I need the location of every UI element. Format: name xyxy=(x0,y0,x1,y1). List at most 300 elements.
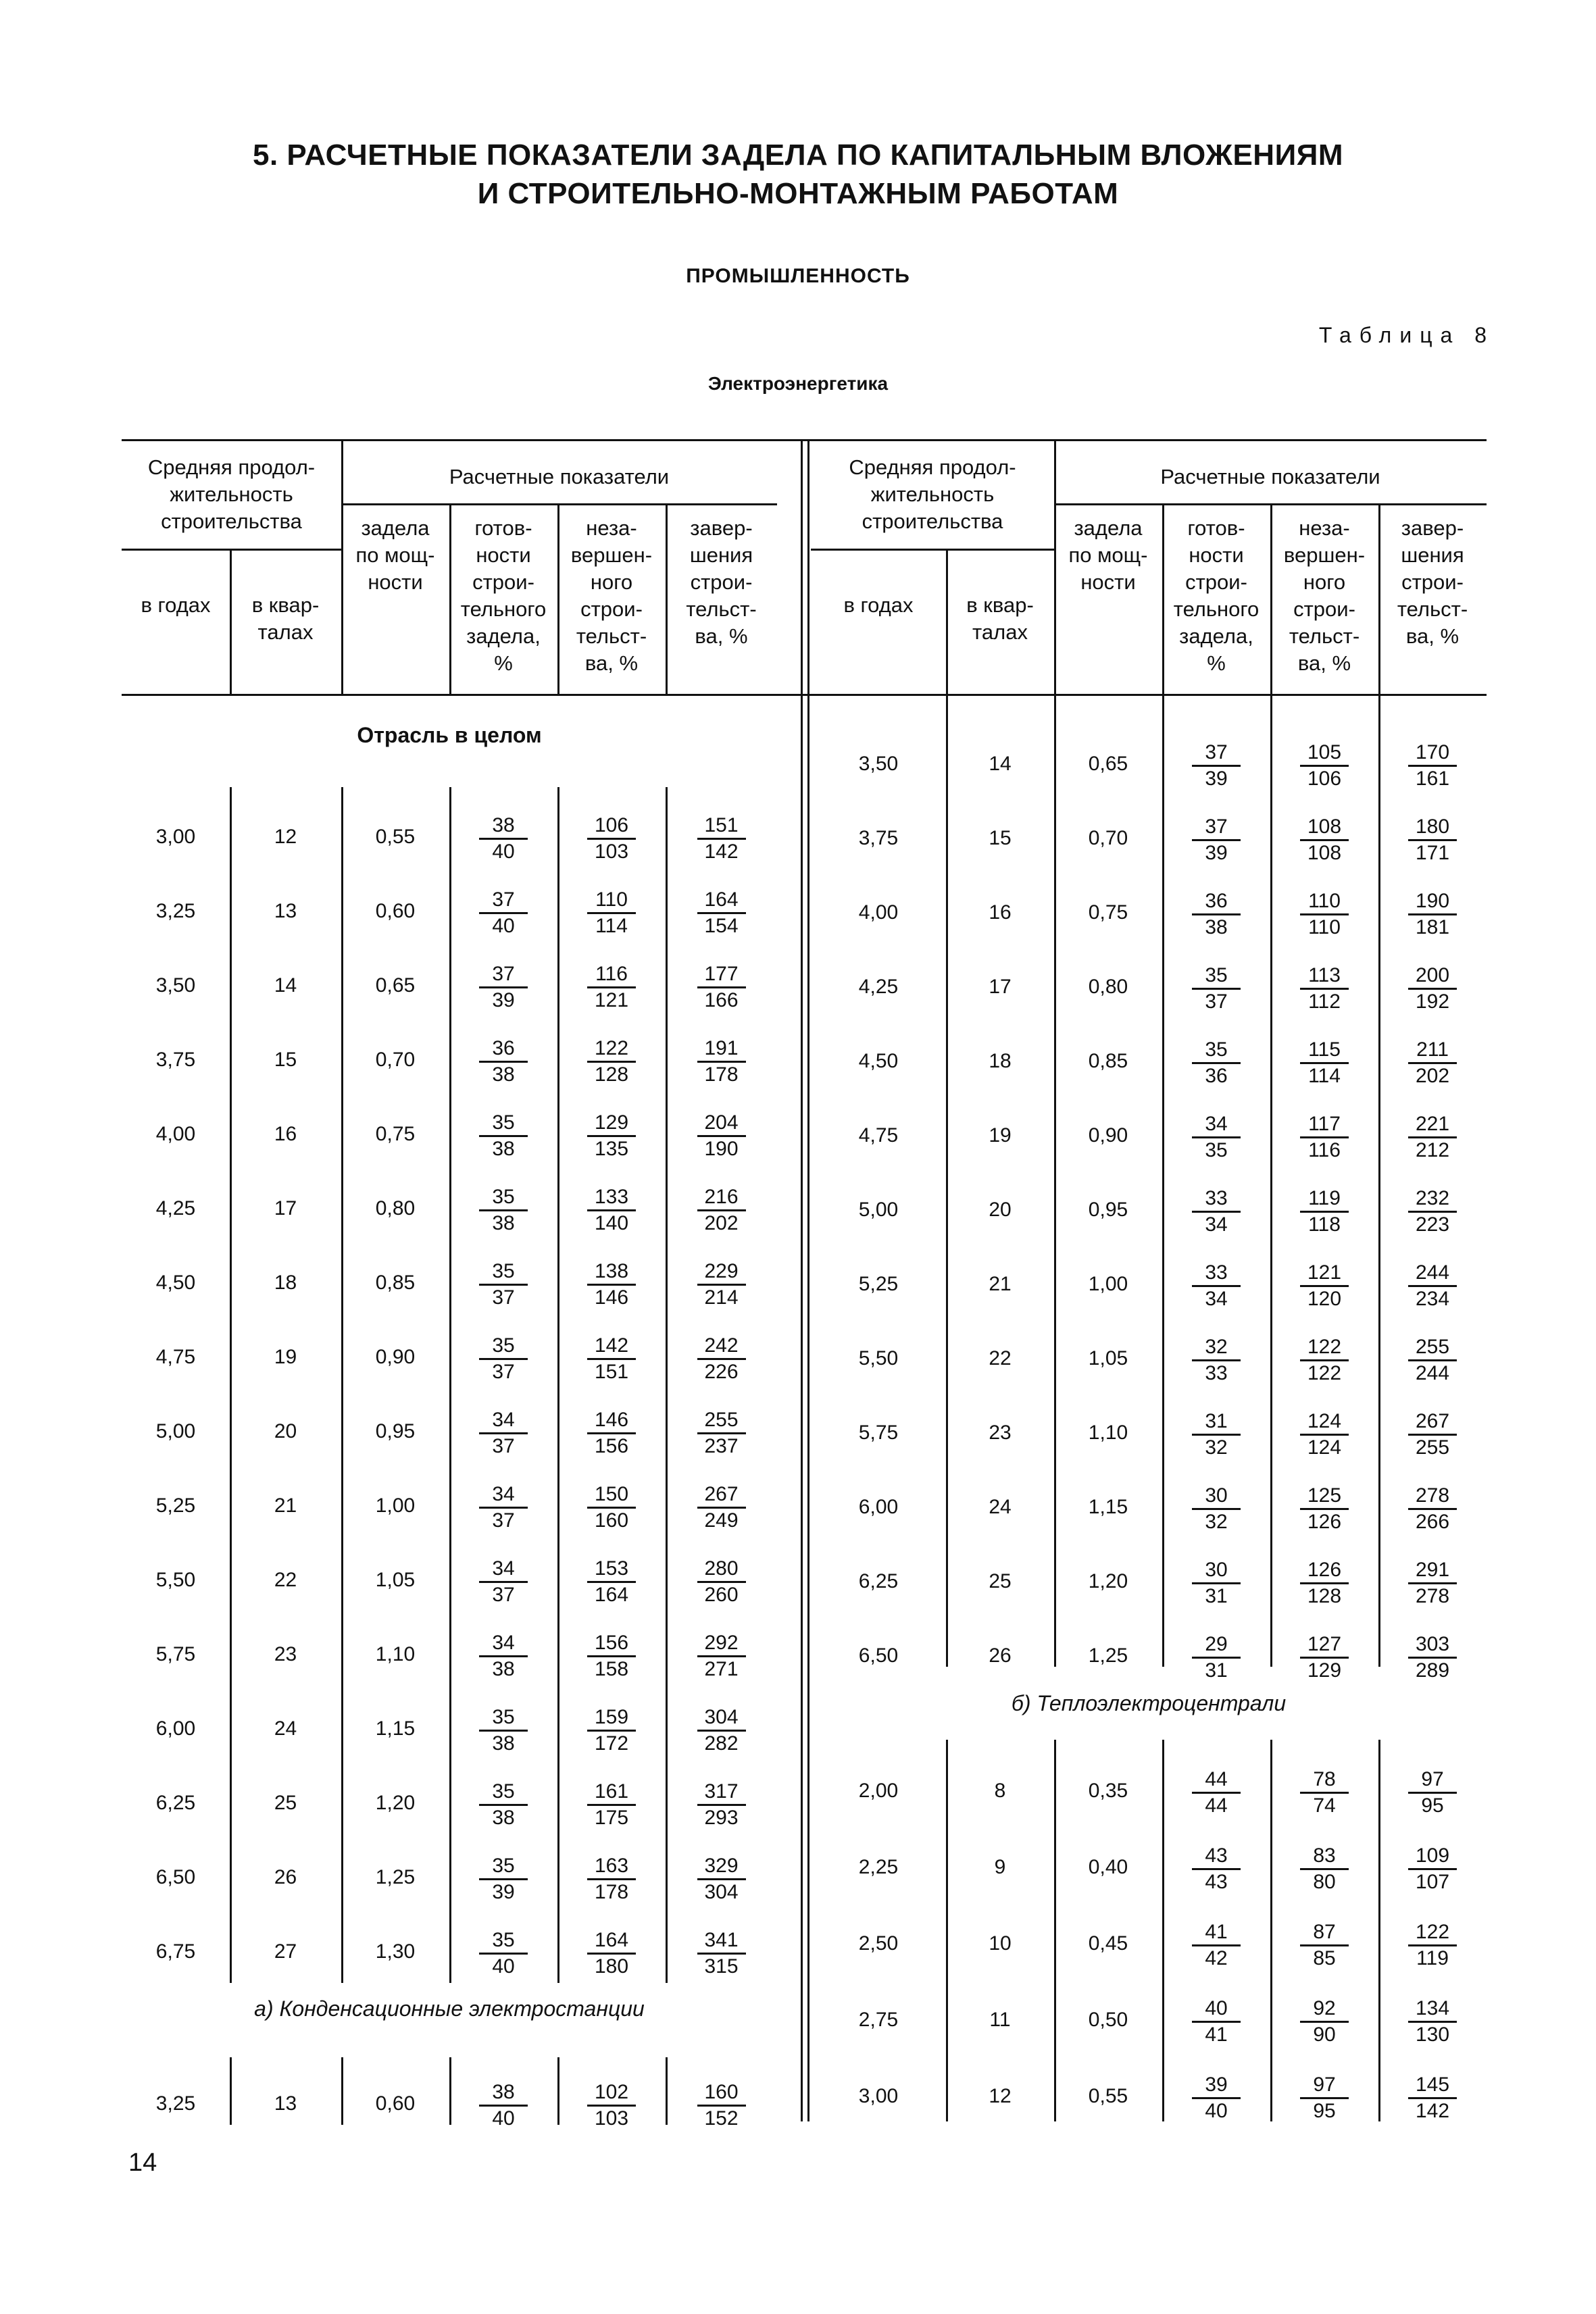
left-cell-years: 6,75 xyxy=(155,1940,196,1963)
left-cell-completion xyxy=(681,1631,762,1682)
left-column-rule xyxy=(449,787,451,1983)
right-header-readiness-line: задела, xyxy=(1179,624,1253,648)
left-cell-readiness-denominator: 37 xyxy=(492,1584,515,1606)
right-a-cell-readiness-numerator: 33 xyxy=(1192,1186,1241,1213)
left-cell-completion-denominator: 178 xyxy=(704,1063,739,1086)
right-b-cell-readiness-denominator: 40 xyxy=(1205,2100,1228,2122)
left-header-years-line: в годах xyxy=(141,593,211,617)
right-header-calc xyxy=(1054,463,1487,491)
right-b-cell-years: 3,00 xyxy=(858,2085,899,2107)
right-a-cell-unfinished-denominator: 128 xyxy=(1307,1585,1342,1607)
left-cell-readiness-numerator: 35 xyxy=(479,1185,528,1211)
left-cell-unfinished xyxy=(571,888,652,938)
left-header-calc-line: Расчетные показатели xyxy=(449,465,670,488)
right-a-cell-unfinished-denominator: 112 xyxy=(1308,990,1341,1013)
right-header-years-line: в годах xyxy=(843,593,914,617)
right-b-cell-completion xyxy=(1392,1920,1473,1971)
right-a-cell-readiness-numerator: 30 xyxy=(1192,1484,1241,1510)
right-header-unfinished-line: вершен- xyxy=(1283,543,1366,567)
right-a-cell-completion-denominator: 234 xyxy=(1415,1288,1450,1310)
left-cell-quarters: 14 xyxy=(274,974,297,997)
left-cell-readiness-numerator: 35 xyxy=(479,1705,528,1732)
left-header-completion-line: завер- xyxy=(690,516,753,540)
left-cell-completion-numerator: 304 xyxy=(697,1705,746,1732)
right-header-completion-line: шения xyxy=(1401,543,1464,567)
right-b-cell-unfinished xyxy=(1284,1767,1365,1818)
left-cell-years: 4,25 xyxy=(155,1197,196,1219)
left-cell-unfinished-denominator: 164 xyxy=(594,1584,629,1606)
left-cell-years: 4,75 xyxy=(155,1346,196,1368)
right-a-cell-completion-numerator: 232 xyxy=(1408,1186,1457,1213)
left-cell-completion xyxy=(681,1482,762,1533)
left-cell-unfinished-denominator: 156 xyxy=(594,1435,629,1457)
right-b-cell-unfinished xyxy=(1284,2073,1365,2123)
right-b-cell-years: 2,75 xyxy=(858,2009,899,2031)
right-a-cell-completion xyxy=(1392,1261,1473,1311)
left-column-rule xyxy=(557,787,559,1983)
right-a-cell-readiness xyxy=(1176,1409,1257,1460)
right-a-cell-unfinished-denominator: 126 xyxy=(1307,1511,1342,1533)
right-a-cell-years: 5,50 xyxy=(858,1347,899,1369)
left-cell-completion xyxy=(681,1111,762,1161)
right-b-cell-readiness-numerator: 39 xyxy=(1192,2073,1241,2099)
right-b-cell-readiness-denominator: 44 xyxy=(1205,1794,1228,1817)
left-cell-completion xyxy=(681,1705,762,1756)
left-cell-capacity: 0,75 xyxy=(375,1123,416,1145)
left-a-cell-years: 3,25 xyxy=(155,2092,196,2115)
right-b-cell-readiness-numerator: 41 xyxy=(1192,1920,1241,1946)
left-cell-readiness xyxy=(463,1705,544,1756)
left-cell-readiness xyxy=(463,1036,544,1087)
right-a-cell-quarters: 15 xyxy=(989,827,1012,849)
right-header-capacity-line: по мощ- xyxy=(1068,543,1148,567)
right-a-cell-completion xyxy=(1392,963,1473,1014)
right-a-cell-completion xyxy=(1392,1038,1473,1088)
left-cell-completion-numerator: 317 xyxy=(697,1780,746,1806)
right-a-cell-readiness-denominator: 32 xyxy=(1205,1511,1228,1533)
right-a-cell-readiness-numerator: 37 xyxy=(1192,815,1241,841)
right-a-cell-completion xyxy=(1392,1484,1473,1534)
right-header-readiness-line: % xyxy=(1207,651,1226,675)
left-header-duration xyxy=(122,454,341,535)
right-b-cell-unfinished-numerator: 83 xyxy=(1300,1844,1349,1870)
right-column-rule xyxy=(1378,1740,1380,2121)
right-a-cell-readiness-denominator: 35 xyxy=(1205,1139,1228,1161)
right-b-cell-completion-numerator: 109 xyxy=(1408,1844,1457,1870)
left-cell-unfinished-numerator: 138 xyxy=(587,1259,636,1286)
table-label: Таблица 8 xyxy=(1318,323,1495,347)
right-a-cell-unfinished xyxy=(1284,1186,1365,1237)
right-a-cell-unfinished-numerator: 113 xyxy=(1300,963,1349,990)
left-cell-completion xyxy=(681,1928,762,1979)
left-cell-unfinished xyxy=(571,1780,652,1830)
left-cell-completion xyxy=(681,962,762,1013)
right-header-duration xyxy=(811,454,1054,535)
right-column-rule xyxy=(1162,1740,1164,2121)
left-a-cell-quarters: 13 xyxy=(274,2092,297,2115)
left-cell-capacity: 1,25 xyxy=(375,1866,416,1888)
left-cell-completion xyxy=(681,1557,762,1607)
section-all-industry: Отрасль в целом xyxy=(357,723,542,747)
left-cell-years: 5,25 xyxy=(155,1494,196,1517)
right-b-cell-capacity: 0,55 xyxy=(1088,2085,1128,2107)
right-a-cell-quarters: 20 xyxy=(989,1199,1012,1221)
right-a-cell-readiness-numerator: 36 xyxy=(1192,889,1241,915)
right-a-cell-unfinished xyxy=(1284,1484,1365,1534)
left-cell-readiness-denominator: 39 xyxy=(492,1881,515,1903)
right-a-cell-capacity: 0,65 xyxy=(1088,753,1128,775)
left-cell-completion-denominator: 260 xyxy=(704,1584,739,1606)
left-cell-completion-numerator: 280 xyxy=(697,1557,746,1583)
left-cell-quarters: 12 xyxy=(274,826,297,848)
left-cell-capacity: 0,80 xyxy=(375,1197,416,1219)
left-cell-completion xyxy=(681,1780,762,1830)
right-b-cell-quarters: 12 xyxy=(989,2085,1012,2107)
right-a-cell-capacity: 0,95 xyxy=(1088,1199,1128,1221)
right-a-cell-completion xyxy=(1392,1558,1473,1609)
right-b-cell-unfinished-numerator: 92 xyxy=(1300,1996,1349,2023)
right-b-cell-completion-denominator: 130 xyxy=(1415,2023,1450,2046)
left-cell-unfinished xyxy=(571,1111,652,1161)
left-cell-unfinished-denominator: 103 xyxy=(594,840,629,863)
right-a-cell-quarters: 25 xyxy=(989,1570,1012,1592)
left-cell-unfinished xyxy=(571,813,652,864)
right-a-cell-quarters: 23 xyxy=(989,1422,1012,1444)
right-a-cell-unfinished-numerator: 122 xyxy=(1300,1335,1349,1361)
left-cell-unfinished-denominator: 175 xyxy=(594,1807,629,1829)
left-cell-unfinished-denominator: 128 xyxy=(594,1063,629,1086)
left-a-cell-unfinished-numerator: 102 xyxy=(587,2080,636,2107)
left-cell-years: 3,50 xyxy=(155,974,196,997)
left-cell-readiness xyxy=(463,813,544,864)
right-a-cell-readiness-numerator: 31 xyxy=(1192,1409,1241,1436)
right-header-calc-line: Расчетные показатели xyxy=(1160,465,1380,488)
left-cell-readiness-denominator: 38 xyxy=(492,1807,515,1829)
right-a-cell-unfinished xyxy=(1284,1112,1365,1163)
right-b-cell-capacity: 0,35 xyxy=(1088,1780,1128,1802)
left-cell-unfinished xyxy=(571,1631,652,1682)
right-header-readiness-line: строи- xyxy=(1185,570,1247,594)
right-b-cell-completion xyxy=(1392,1844,1473,1894)
right-a-cell-unfinished xyxy=(1284,1632,1365,1683)
left-cell-readiness xyxy=(463,1111,544,1161)
right-a-cell-unfinished-numerator: 115 xyxy=(1300,1038,1349,1064)
right-a-cell-readiness-denominator: 34 xyxy=(1205,1288,1228,1310)
right-b-cell-years: 2,50 xyxy=(858,1932,899,1955)
left-cell-completion-denominator: 166 xyxy=(704,989,739,1011)
right-b-cell-capacity: 0,40 xyxy=(1088,1856,1128,1878)
right-b-cell-readiness-numerator: 43 xyxy=(1192,1844,1241,1870)
right-a-cell-unfinished xyxy=(1284,1558,1365,1609)
right-header-years xyxy=(811,592,946,619)
left-cell-completion-denominator: 293 xyxy=(704,1807,739,1829)
right-a-cell-readiness-denominator: 31 xyxy=(1205,1585,1228,1607)
right-a-cell-capacity: 1,20 xyxy=(1088,1570,1128,1592)
right-b-cell-quarters: 10 xyxy=(989,1932,1012,1955)
left-cell-readiness xyxy=(463,1185,544,1236)
left-header-calc xyxy=(341,463,777,491)
right-a-cell-quarters: 24 xyxy=(989,1496,1012,1518)
right-a-cell-readiness xyxy=(1176,889,1257,940)
left-cell-readiness xyxy=(463,1482,544,1533)
right-header-duration-line: жительность xyxy=(870,482,995,506)
left-header-readiness-line: задела, xyxy=(466,624,541,648)
left-cell-unfinished xyxy=(571,1185,652,1236)
right-a-cell-quarters: 26 xyxy=(989,1644,1012,1667)
left-cell-unfinished-numerator: 146 xyxy=(587,1408,636,1434)
left-cell-unfinished-denominator: 160 xyxy=(594,1509,629,1532)
right-b-cell-quarters: 9 xyxy=(994,1856,1006,1878)
left-cell-readiness-numerator: 37 xyxy=(479,888,528,914)
left-cell-unfinished-denominator: 140 xyxy=(594,1212,629,1234)
right-a-cell-completion-numerator: 244 xyxy=(1408,1261,1457,1287)
right-a-cell-completion-numerator: 267 xyxy=(1408,1409,1457,1436)
right-a-cell-completion-numerator: 190 xyxy=(1408,889,1457,915)
left-a-cell-capacity: 0,60 xyxy=(375,2092,416,2115)
right-column-rule xyxy=(1378,694,1380,1667)
right-a-cell-capacity: 0,70 xyxy=(1088,827,1128,849)
right-a-cell-unfinished xyxy=(1284,815,1365,865)
left-cell-capacity: 0,60 xyxy=(375,900,416,922)
right-header-duration-line: Средняя продол- xyxy=(849,455,1016,479)
right-a-cell-completion-numerator: 291 xyxy=(1408,1558,1457,1584)
left-header-capacity-line: ности xyxy=(368,570,423,594)
right-header-completion xyxy=(1378,515,1487,650)
left-cell-readiness-denominator: 38 xyxy=(492,1138,515,1160)
right-a-cell-readiness xyxy=(1176,1484,1257,1534)
left-cell-unfinished-denominator: 178 xyxy=(594,1881,629,1903)
left-cell-unfinished-numerator: 110 xyxy=(587,888,636,914)
left-a-cell-unfinished-denominator: 103 xyxy=(594,2107,629,2130)
right-a-cell-unfinished xyxy=(1284,1409,1365,1460)
left-header-quarters-line: в квар- xyxy=(251,593,320,617)
left-cell-completion-denominator: 271 xyxy=(704,1658,739,1680)
right-a-cell-readiness xyxy=(1176,1261,1257,1311)
left-cell-readiness-denominator: 37 xyxy=(492,1435,515,1457)
left-cell-capacity: 0,95 xyxy=(375,1420,416,1442)
right-a-cell-quarters: 16 xyxy=(989,901,1012,924)
right-a-cell-readiness xyxy=(1176,1038,1257,1088)
left-cell-years: 3,75 xyxy=(155,1049,196,1071)
right-a-cell-completion-numerator: 170 xyxy=(1408,740,1457,767)
right-a-cell-unfinished xyxy=(1284,1261,1365,1311)
left-cell-quarters: 13 xyxy=(274,900,297,922)
right-a-cell-years: 4,25 xyxy=(858,976,899,998)
page-title-line-1: 5. РАСЧЕТНЫЕ ПОКАЗАТЕЛИ ЗАДЕЛА ПО КАПИТАЛЬНЫМ ВЛОЖЕНИЯМ xyxy=(253,139,1343,172)
left-cell-completion-denominator: 282 xyxy=(704,1732,739,1755)
left-cell-readiness-denominator: 40 xyxy=(492,840,515,863)
left-cell-completion-denominator: 304 xyxy=(704,1881,739,1903)
right-a-cell-completion-numerator: 278 xyxy=(1408,1484,1457,1510)
left-cell-readiness-denominator: 37 xyxy=(492,1361,515,1383)
right-b-cell-completion xyxy=(1392,1996,1473,2047)
left-cell-unfinished xyxy=(571,1705,652,1756)
left-a-cell-completion-numerator: 160 xyxy=(697,2080,746,2107)
right-a-cell-completion xyxy=(1392,1186,1473,1237)
left-cell-capacity: 0,55 xyxy=(375,826,416,848)
left-cell-unfinished-numerator: 161 xyxy=(587,1780,636,1806)
left-cell-unfinished-numerator: 159 xyxy=(587,1705,636,1732)
right-a-cell-unfinished-numerator: 110 xyxy=(1300,889,1349,915)
left-cell-unfinished-denominator: 135 xyxy=(594,1138,629,1160)
left-cell-readiness-denominator: 38 xyxy=(492,1732,515,1755)
right-header-unfinished-line: ва, % xyxy=(1297,651,1351,675)
right-a-cell-readiness xyxy=(1176,1112,1257,1163)
left-cell-unfinished-denominator: 180 xyxy=(594,1955,629,1978)
right-a-cell-readiness-denominator: 39 xyxy=(1205,842,1228,864)
left-cell-readiness xyxy=(463,888,544,938)
left-cell-completion xyxy=(681,1259,762,1310)
left-cell-unfinished xyxy=(571,1557,652,1607)
left-cell-unfinished-numerator: 164 xyxy=(587,1928,636,1955)
right-b-cell-years: 2,00 xyxy=(858,1780,899,1802)
right-b-cell-quarters: 11 xyxy=(989,2009,1011,2031)
left-cell-unfinished-denominator: 114 xyxy=(595,915,628,937)
right-a-cell-quarters: 14 xyxy=(989,753,1012,775)
left-cell-years: 4,50 xyxy=(155,1272,196,1294)
right-header-unfinished-line: строи- xyxy=(1293,597,1355,621)
right-a-cell-years: 4,50 xyxy=(858,1050,899,1072)
right-a-cell-completion-numerator: 255 xyxy=(1408,1335,1457,1361)
left-cell-readiness-numerator: 36 xyxy=(479,1036,528,1063)
left-cell-quarters: 27 xyxy=(274,1940,297,1963)
left-cell-unfinished xyxy=(571,1408,652,1459)
left-cell-unfinished xyxy=(571,1928,652,1979)
left-cell-completion-denominator: 249 xyxy=(704,1509,739,1532)
right-a-cell-completion xyxy=(1392,740,1473,791)
left-cell-unfinished-denominator: 121 xyxy=(594,989,629,1011)
left-header-duration-line: строительства xyxy=(161,509,302,533)
right-b-cell-readiness-denominator: 42 xyxy=(1205,1947,1228,1969)
right-a-cell-readiness-denominator: 33 xyxy=(1205,1362,1228,1384)
right-a-cell-unfinished-denominator: 129 xyxy=(1307,1659,1342,1682)
left-cell-unfinished-denominator: 172 xyxy=(594,1732,629,1755)
left-cell-readiness-numerator: 35 xyxy=(479,1259,528,1286)
right-b-cell-readiness-denominator: 43 xyxy=(1205,1871,1228,1893)
right-a-cell-unfinished xyxy=(1284,963,1365,1014)
right-header-quarters-line: в квар- xyxy=(966,593,1034,617)
left-column-rule xyxy=(449,2057,451,2125)
left-column-rule xyxy=(666,787,668,1983)
right-a-cell-quarters: 18 xyxy=(989,1050,1012,1072)
left-cell-capacity: 1,15 xyxy=(375,1717,416,1740)
right-header-quarters xyxy=(946,592,1054,646)
left-cell-unfinished-numerator: 163 xyxy=(587,1854,636,1880)
right-header-unfinished-line: ного xyxy=(1303,570,1346,594)
right-b-cell-readiness xyxy=(1176,1920,1257,1971)
left-cell-capacity: 1,00 xyxy=(375,1494,416,1517)
left-header-unfinished-line: неза- xyxy=(586,516,637,540)
right-b-cell-quarters: 8 xyxy=(994,1780,1006,1802)
left-cell-readiness xyxy=(463,1408,544,1459)
left-cell-unfinished-denominator: 158 xyxy=(594,1658,629,1680)
right-header-unfinished-line: неза- xyxy=(1299,516,1350,540)
left-header-readiness xyxy=(449,515,557,677)
right-a-cell-capacity: 0,90 xyxy=(1088,1124,1128,1147)
left-header-completion-line: ва, % xyxy=(695,624,748,648)
left-cell-completion-numerator: 177 xyxy=(697,962,746,988)
section-b-chp: б) Теплоэлектроцентрали xyxy=(1011,1691,1287,1715)
right-a-cell-quarters: 19 xyxy=(989,1124,1012,1147)
left-cell-completion-numerator: 151 xyxy=(697,813,746,840)
left-cell-years: 5,75 xyxy=(155,1643,196,1665)
left-header-completion-line: шения xyxy=(689,543,753,567)
right-header-unfinished xyxy=(1270,515,1378,677)
center-rule-right xyxy=(807,439,809,2121)
right-duration-subrule xyxy=(811,549,1054,551)
left-cell-capacity: 1,20 xyxy=(375,1792,416,1814)
left-cell-completion-denominator: 142 xyxy=(704,840,739,863)
left-a-cell-completion xyxy=(681,2080,762,2131)
right-b-cell-unfinished-denominator: 80 xyxy=(1313,1871,1336,1893)
left-cell-readiness-numerator: 35 xyxy=(479,1928,528,1955)
left-cell-quarters: 26 xyxy=(274,1866,297,1888)
left-header-duration-line: Средняя продол- xyxy=(147,455,316,479)
right-b-cell-readiness-denominator: 41 xyxy=(1205,2023,1228,2046)
left-cell-readiness-denominator: 40 xyxy=(492,1955,515,1978)
left-column-rule xyxy=(666,2057,668,2125)
left-cell-readiness-numerator: 35 xyxy=(479,1334,528,1360)
right-a-cell-readiness xyxy=(1176,1632,1257,1683)
right-a-cell-completion xyxy=(1392,815,1473,865)
center-rule-left xyxy=(801,439,803,2121)
left-cell-capacity: 1,10 xyxy=(375,1643,416,1665)
right-b-cell-unfinished-numerator: 78 xyxy=(1300,1767,1349,1794)
right-a-cell-unfinished-denominator: 120 xyxy=(1307,1288,1342,1310)
right-a-cell-years: 3,75 xyxy=(858,827,899,849)
right-b-cell-years: 2,25 xyxy=(858,1856,899,1878)
right-a-cell-capacity: 1,00 xyxy=(1088,1273,1128,1295)
left-header-readiness-line: тельного xyxy=(460,597,547,621)
left-cell-years: 6,25 xyxy=(155,1792,196,1814)
left-header-completion-line: строи- xyxy=(690,570,753,594)
right-header-capacity-line: ности xyxy=(1080,570,1136,594)
right-a-cell-readiness-denominator: 39 xyxy=(1205,768,1228,790)
left-cell-completion xyxy=(681,1408,762,1459)
right-header-readiness-line: тельного xyxy=(1173,597,1260,621)
left-cell-completion-numerator: 164 xyxy=(697,888,746,914)
header-bottom-rule xyxy=(122,694,1487,696)
right-a-cell-unfinished-denominator: 110 xyxy=(1308,916,1341,938)
right-b-cell-unfinished-numerator: 97 xyxy=(1300,2073,1349,2099)
right-a-cell-unfinished-numerator: 117 xyxy=(1300,1112,1349,1138)
left-cell-years: 4,00 xyxy=(155,1123,196,1145)
right-a-cell-completion xyxy=(1392,889,1473,940)
right-a-cell-readiness-denominator: 36 xyxy=(1205,1065,1228,1087)
right-a-cell-quarters: 21 xyxy=(989,1273,1012,1295)
left-header-completion xyxy=(666,515,777,650)
left-cell-unfinished-numerator: 129 xyxy=(587,1111,636,1137)
left-a-cell-readiness-numerator: 38 xyxy=(479,2080,528,2107)
left-cell-readiness xyxy=(463,1854,544,1905)
left-cell-unfinished-numerator: 116 xyxy=(587,962,636,988)
left-cell-readiness-numerator: 38 xyxy=(479,813,528,840)
right-column-rule xyxy=(1162,694,1164,1667)
left-cell-readiness-numerator: 34 xyxy=(479,1631,528,1657)
left-column-rule xyxy=(557,2057,559,2125)
left-cell-unfinished xyxy=(571,962,652,1013)
left-cell-completion xyxy=(681,1334,762,1384)
right-a-cell-completion xyxy=(1392,1335,1473,1386)
left-cell-completion-numerator: 242 xyxy=(697,1334,746,1360)
left-cell-capacity: 0,85 xyxy=(375,1272,416,1294)
right-a-cell-capacity: 0,80 xyxy=(1088,976,1128,998)
right-a-cell-completion xyxy=(1392,1112,1473,1163)
right-a-cell-unfinished-denominator: 122 xyxy=(1307,1362,1342,1384)
right-a-cell-completion-numerator: 221 xyxy=(1408,1112,1457,1138)
left-cell-unfinished-numerator: 142 xyxy=(587,1334,636,1360)
left-cell-completion xyxy=(681,1185,762,1236)
